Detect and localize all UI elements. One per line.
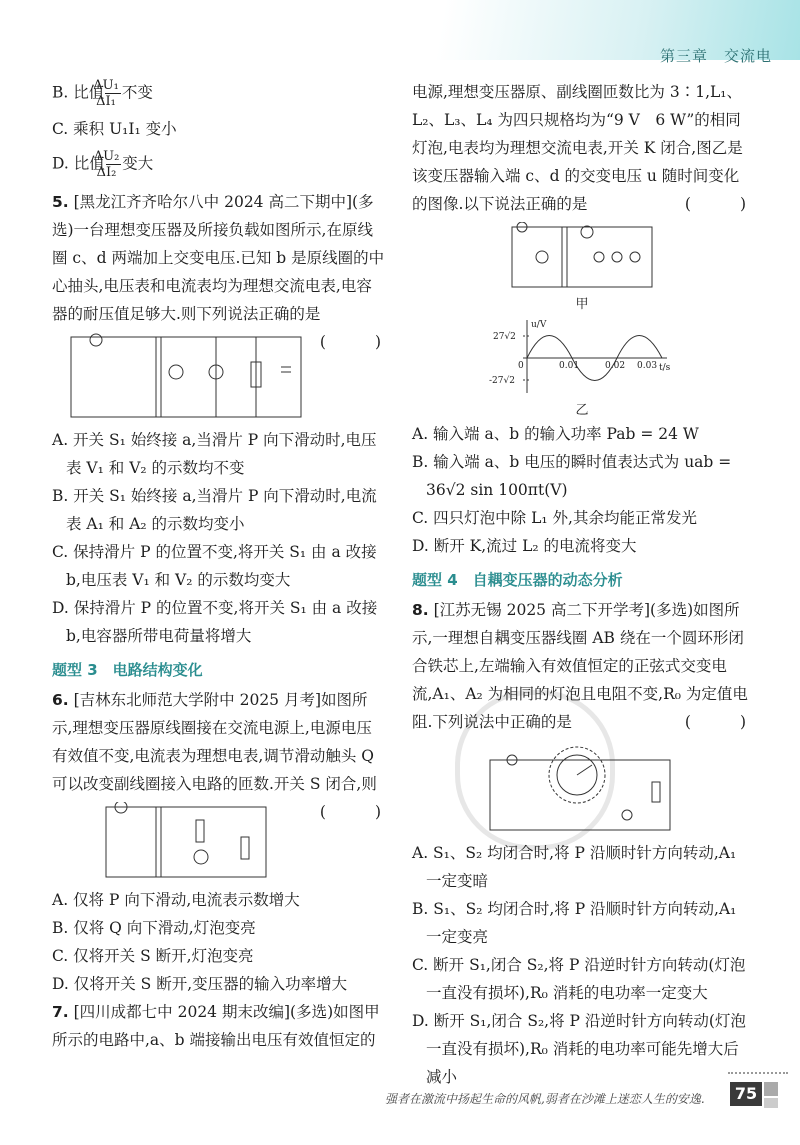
page-number: 75: [730, 1082, 762, 1106]
page-box-decoration: [764, 1082, 778, 1096]
q5-option-d: D. 保持滑片 P 的位置不变,将开关 S₁ 由 a 改接 b,电容器所带电荷量将增大: [52, 599, 378, 645]
q4d-pre: D. 比值: [52, 154, 105, 173]
graph-ytop: 27√2: [493, 332, 516, 342]
q7-circuit-jia: [507, 222, 657, 292]
q5-option-a: A. 开关 S₁ 始终接 a,当滑片 P 向下滑动时,电压表 V₁ 和 V₂ 的示数均不变: [52, 431, 377, 477]
graph-tick-1: 0.01: [559, 361, 580, 371]
page-dots-decoration: [728, 1072, 788, 1080]
footer-motto: 强者在激流中扬起生命的风帆,弱者在沙滩上迷恋人生的安逸.: [385, 1092, 705, 1106]
q5-number: 5.: [52, 193, 69, 211]
fig-jia-caption: 甲: [575, 297, 589, 312]
q5-circuit-diagram: [66, 332, 306, 422]
q8-number: 8.: [412, 601, 429, 619]
q7-option-d: D. 断开 K,流过 L₂ 的电流将变大: [412, 537, 637, 555]
q7-option-a: A. 输入端 a、b 的输入功率 Pab = 24 W: [412, 425, 699, 443]
q7-text-start: [四川成都七中 2024 期末改编](多选)如图甲所示的电路中,a、b 端接输出电压有效值恒定的: [52, 1003, 380, 1049]
q7-voltage-graph: [487, 318, 677, 398]
q4-option-c: C. 乘积 U₁I₁ 变小: [52, 120, 177, 138]
q4-option-d: [52, 149, 387, 180]
q4d-den: ΔI₂: [96, 165, 117, 180]
q7-text-cont: 电源,理想变压器原、副线圈匝数比为 3∶1,L₁、L₂、L₃、L₄ 为四只规格均为“9 V 6 W”的相同灯泡,电表均为理想交流电表,开关 K 闭合,图乙是该变压器输入端 c、d 的交变电压 u 随时间变化的图像.以下说法正确的是: [412, 83, 743, 213]
q6-option-d: D. 仅将开关 S 断开,变压器的输入功率增大: [52, 975, 348, 993]
page-box-decoration-2: [764, 1098, 778, 1108]
q4d-fraction: [93, 149, 122, 180]
q6-number: 6.: [52, 691, 69, 709]
fig-yi-caption: 乙: [575, 403, 589, 418]
q6-stem: [52, 686, 387, 821]
q8-option-b: B. S₁、S₂ 均闭合时,将 P 沿顺时针方向转动,A₁ 一定变亮: [412, 900, 737, 946]
q6-circuit-diagram: [101, 802, 271, 882]
section-heading-3: 题型 3 电路结构变化: [52, 661, 203, 679]
graph-xlabel: t/s: [659, 363, 671, 373]
section-heading-4: 题型 4 自耦变压器的动态分析: [412, 571, 623, 589]
right-column: [412, 78, 752, 1091]
graph-tick-2: 0.02: [605, 361, 626, 371]
graph-origin: 0: [518, 361, 524, 371]
q7-answer-blank: ( ): [684, 195, 752, 213]
q6-answer-blank: ( ): [319, 803, 387, 821]
q8-autotransformer-diagram: [482, 740, 682, 835]
chapter-title: 第三章 交流电: [659, 47, 772, 65]
q6-text: [吉林东北师范大学附中 2025 月考]如图所示,理想变压器原线圈接在交流电源上,电源电压有效值不变,电流表为理想电表,调节滑动触头 Q 可以改变副线圈接入电路的匝数.开关 S 闭合,则: [52, 691, 377, 793]
graph-ybot: -27√2: [489, 376, 515, 386]
q8-answer-blank: ( ): [684, 713, 752, 731]
q5-option-b: B. 开关 S₁ 始终接 a,当滑片 P 向下滑动时,电流表 A₁ 和 A₂ 的示数均变小: [52, 487, 377, 533]
q4b-den: ΔI₁: [96, 94, 116, 109]
q8-option-c: C. 断开 S₁,闭合 S₂,将 P 沿逆时针方向转动(灯泡一直没有损坏),R₀ 消耗的电功率一定变大: [412, 956, 746, 1002]
q5-option-c: C. 保持滑片 P 的位置不变,将开关 S₁ 由 a 改接 b,电压表 V₁ 和 V₂ 的示数均变大: [52, 543, 377, 589]
q8-text: [江苏无锡 2025 高二下开学考](多选)如图所示,一理想自耦变压器线圈 AB 绕在一个圆环形闭合铁芯上,左端输入有效值恒定的正弦式交变电流,A₁、A₂ 为相同的灯泡且电阻不变,R₀ 为定值电阻.下列说法中正确的是: [412, 601, 748, 731]
q8-stem: [412, 596, 752, 736]
q5-answer-blank: ( ): [319, 333, 387, 351]
q7-stem-start: [52, 998, 387, 1054]
q6-option-a: A. 仅将 P 向下滑动,电流表示数增大: [52, 891, 300, 909]
graph-ylabel: u/V: [531, 320, 547, 330]
q7-number: 7.: [52, 1003, 69, 1021]
q4b-fraction: [93, 78, 121, 109]
q8-option-a: A. S₁、S₂ 均闭合时,将 P 沿顺时针方向转动,A₁ 一定变暗: [412, 844, 737, 890]
q4d-num: ΔU₂: [93, 149, 120, 164]
q7-stem-cont: [412, 78, 752, 218]
q4b-pre: B. 比值: [52, 83, 105, 102]
q4b-post: 不变: [121, 83, 153, 102]
q4d-post: 变大: [122, 154, 154, 173]
left-column: [52, 78, 387, 1054]
q7-option-b: B. 输入端 a、b 电压的瞬时值表达式为 uab = 36√2 sin 100πt(V): [412, 453, 732, 499]
q5-stem: [52, 188, 387, 351]
q4-option-b: [52, 78, 387, 109]
graph-tick-3: 0.03: [637, 361, 658, 371]
q7-option-c: C. 四只灯泡中除 L₁ 外,其余均能正常发光: [412, 509, 697, 527]
q4b-num: ΔU₁: [93, 78, 119, 93]
q6-option-c: C. 仅将开关 S 断开,灯泡变亮: [52, 947, 254, 965]
q6-option-b: B. 仅将 Q 向下滑动,灯泡变亮: [52, 919, 256, 937]
q8-option-d: D. 断开 S₁,闭合 S₂,将 P 沿逆时针方向转动(灯泡一直没有损坏),R₀ 消耗的电功率可能先增大后减小: [412, 1012, 746, 1086]
q5-text: [黑龙江齐齐哈尔八中 2024 高二下期中](多选)一台理想变压器及所接负载如图所示,在原线圈 c、d 两端加上交变电压.已知 b 是原线圈的中心抽头,电压表和电流表均为理想交流电表,电容器的耐压值足够大.则下列说法正确的是: [52, 193, 385, 323]
